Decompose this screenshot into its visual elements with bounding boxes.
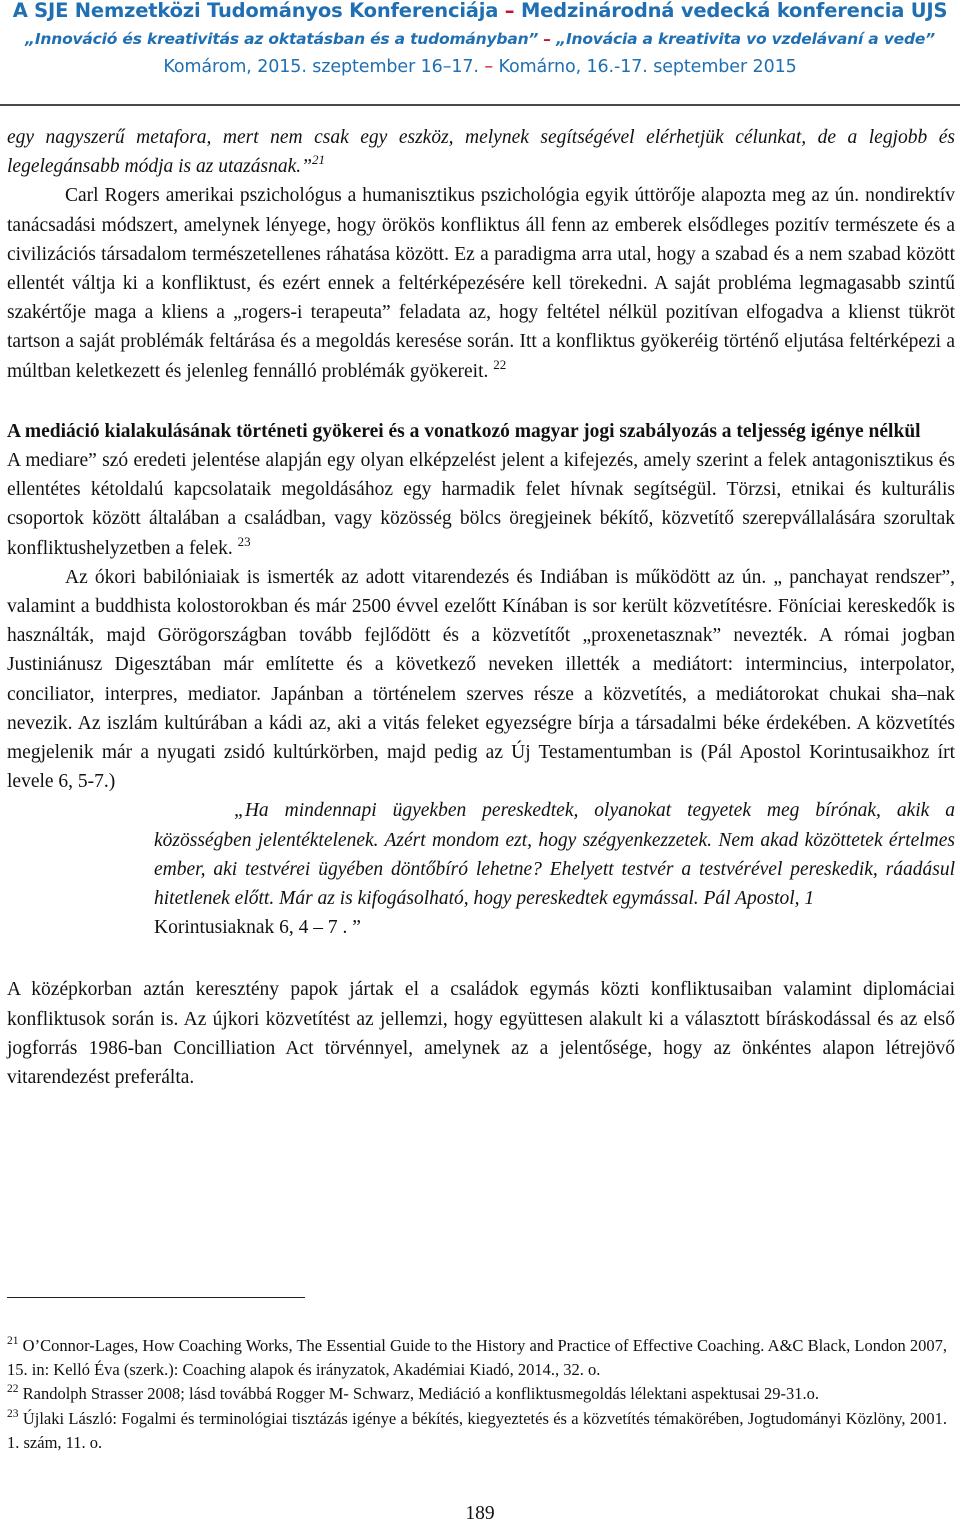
conference-theme-hu: „Innováció és kreativitás az oktatásban és a tudományban” <box>25 30 539 48</box>
paragraph-rogers-text: Carl Rogers amerikai pszichológus a humanisztikus pszichológia egyik úttörője alapozta meg az ún. nondirektív tanácsadási módszert, amelynek lényege, hogy örökös konfliktus áll fenn az emberek elsődleges pozitív természete és a civilizációs társadalom természetellenes ráhatása között. Ez a paradigma arra utal, hogy a szabad és a nem szabad között ellentét váltja ki a konfliktust, és ezért ennek a feltérképezésére kell törekedni. A saját probléma legmagasabb szintű szakértője maga a kliens a „rogers-i terapeuta” feladata az, hogy feltétel nélkül pozitívan elfogadva a klienst tükröt tartson a saját problémák feltárása és a megoldás keresése során. Itt a konfliktus gyökeréig történő eljutása feltérképezi a múltban keletkezett és jelenleg fennálló problémák gyökereit. <box>7 185 955 382</box>
footnote-number: 21 <box>7 1335 19 1347</box>
footnote-number: 23 <box>7 1407 19 1420</box>
conference-title-hu: A SJE Nemzetközi Tudományos Konferenciája <box>12 0 499 22</box>
paragraph-mediare-text: A mediare” szó eredeti jelentése alapján egy olyan elképzelést jelent a kifejezés, amely szerint a felek antagonisztikus és ellentétes kétoldalú kapcsolataik megoldásához egy harmadik felet hívnak segítségül. Törzsi, etnikai és kulturális csoportok között általában a családban, vagy közösség bölcs öregjeinek békítő, közvetítő szerepvállalására szorultak konfliktushelyzetben a felek. <box>7 450 955 559</box>
title-separator: – <box>504 0 515 22</box>
footnote-ref-22[interactable]: 22 <box>493 356 507 372</box>
bible-quote-text: „Ha mindennapi ügyekben pereskedtek, olyanokat tegyetek meg bírónak, akik a közösségben jelentéktelenek. Azért mondom ezt, hogy szégyenkezzetek. Nem akad közöttetek értelmes ember, aki testvérei ügyében döntőbíró lehetne? Ehelyett testvér a testvérével pereskedik, ráadásul hitetlenek előtt. Már az is kifogásolható, hogy pereskedtek egymással. Pál Apostol, 1 <box>154 800 955 910</box>
conference-title-line <box>0 0 960 23</box>
conference-theme-line <box>0 28 960 50</box>
footnote-text: Újlaki László: Fogalmi és terminológiai tisztázás igénye a békítés, kiegyeztetés és a közvetítés témakörében, Jogtudományi Közlöny, 2001. 1. szám, 11. o. <box>7 1408 948 1452</box>
date-separator: – <box>484 57 494 77</box>
conference-title-sk: Medzinárodná vedecká konferencia UJS <box>520 0 948 22</box>
bible-quote-source: Korintusiaknak 6, 4 – 7 . ” <box>154 917 361 939</box>
theme-separator: – <box>543 30 551 48</box>
footnote-divider <box>7 1297 305 1298</box>
footnote-ref-23[interactable]: 23 <box>237 533 251 549</box>
page-number: 189 <box>465 1503 495 1524</box>
footnote-text: Randolph Strasser 2008; lásd továbbá Rogger M- Schwarz, Mediáció a konfliktusmegoldás lélektani aspektusai 29-31.o. <box>22 1384 820 1404</box>
paragraph-middle-ages: A középkorban aztán keresztény papok jártak el a családok egymás közti konfliktusaiban valamint diplomáciai konfliktusok során is. Az újkori közvetítést az jellemzi, hogy együttesen alakult ki a választott bíráskodással és az első jogforrás 1986-ban Concilliation Act törvénnyel, amelynek az a jelentősége, hogy az önkéntes alapon létrejövő vitarendezést preferálta. <box>7 979 955 1089</box>
footnote-number: 22 <box>7 1383 19 1396</box>
paragraph-history: Az ókori babilóniaiak is ismerték az adott vitarendezés és Indiában is működött az ún. „ panchayat rendszer”, valamint a buddhista kolostorokban és már 2500 évvel ezelőtt Kínában is sor került közvetítésre. Föníciai kereskedők is használták, majd Görögországban tovább fejlődött és a közvetítőt „proxenetasznak” nevezték. A római jogban Justiniánusz Digesztában már említette és a következő neveken illették a mediátort: intermincius, interpolator, conciliator, interpres, mediator. Japánban a történelem szerves része a közvetítés, a mediátorokat chukai sha–nak nevezik. Az iszlám kultúrában a kádi az, aki a vitás feleket egyezségre bírja a társadalmi béke érdekében. A közvetítés megjelenik már a nyugati zsidó kultúrkörben, majd pedig az Új Testamentumban is (Pál Apostol Korintusaikhoz írt levele 6, 5-7.) <box>7 566 955 793</box>
section-heading: A mediáció kialakulásának történeti gyökerei és a vonatkozó magyar jogi szabályozás a teljesség igénye nélkül <box>7 420 921 442</box>
paragraph-mediare <box>7 446 955 563</box>
footnote-text: O’Connor-Lages, How Coaching Works, The Essential Guide to the History and Practice of Effective Coaching. A&C Black, London 2007, 15. in: Kelló Éva (szerk.): Coaching alapok és irányzatok, Akadémiai Kiadó, 2014., 32. o. <box>7 1336 947 1380</box>
paragraph-rogers <box>7 181 955 385</box>
footnotes <box>7 1334 947 1455</box>
footnote-23 <box>7 1407 947 1455</box>
conference-theme-sk: „Inovácia a kreativita vo vzdelávaní a vede” <box>556 30 935 48</box>
paragraph-metaphor-text: egy nagyszerű metafora, mert nem csak egy eszköz, melynek segítségével elérhetjük célunkat, de a legjobb és legelegánsabb módja is az utazásnak.” <box>7 127 955 178</box>
footnote-21 <box>7 1334 947 1382</box>
paragraph-metaphor <box>7 123 955 181</box>
conference-date-line <box>0 55 960 79</box>
conference-date-sk: Komárno, 16.-17. september 2015 <box>498 57 797 77</box>
conference-header <box>0 0 960 106</box>
footnote-22 <box>7 1382 947 1406</box>
bible-quote <box>154 796 955 942</box>
conference-date-hu: Komárom, 2015. szeptember 16–17. <box>163 57 479 77</box>
article-body <box>7 123 955 1092</box>
footnote-ref-21[interactable]: 21 <box>311 152 325 168</box>
